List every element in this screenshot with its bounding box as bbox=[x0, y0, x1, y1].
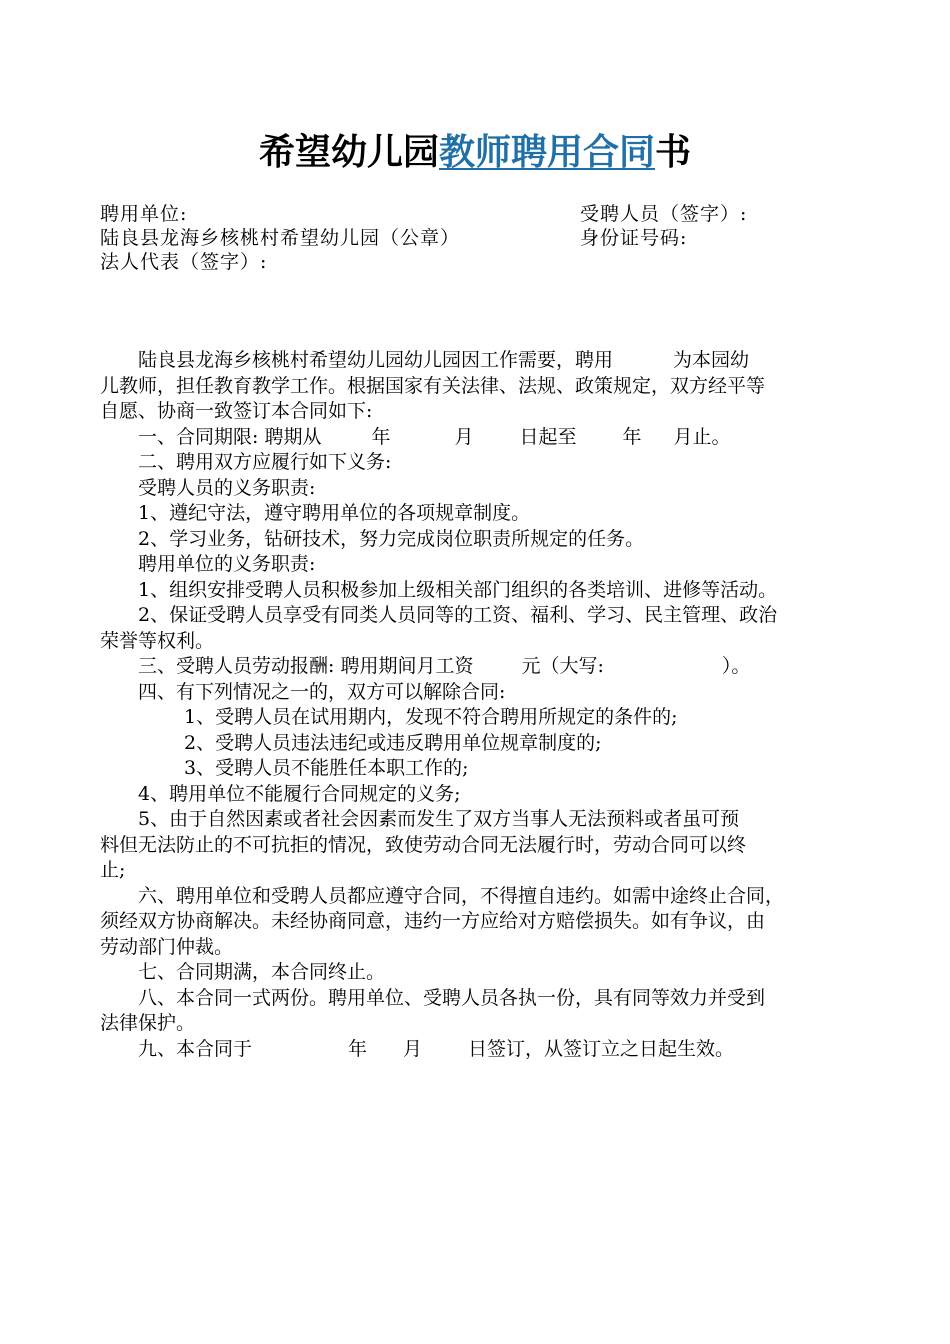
employer-name: 陆良县龙海乡核桃村希望幼儿园（公章） bbox=[100, 227, 461, 249]
term-month-1: 月 bbox=[454, 425, 474, 448]
clause-7: 七、合同期满，本合同终止。 bbox=[138, 961, 386, 983]
employee-duty-2: 2、学习业务，钻研技术，努力完成岗位职责所规定的任务。 bbox=[138, 527, 645, 550]
page-title bbox=[0, 128, 950, 176]
employer-duty-2b: 荣誉等权利。 bbox=[100, 629, 215, 652]
term-year-1: 年 bbox=[371, 425, 391, 448]
employer-label: 聘用单位: bbox=[100, 203, 188, 225]
termination-5c: 止; bbox=[100, 859, 126, 881]
employer-duty-1: 1、组织安排受聘人员积极参加上级相关部门组织的各类培训、进修等活动。 bbox=[138, 578, 778, 601]
clause-8b: 法律保护。 bbox=[100, 1012, 196, 1034]
salary-uppercase: 元（大写: bbox=[521, 655, 604, 677]
sign-month: 月 bbox=[403, 1037, 423, 1060]
clause-8a: 八、本合同一式两份。聘用单位、受聘人员各执一份，具有同等效力并受到 bbox=[138, 986, 766, 1009]
employer-duties-heading: 聘用单位的义务职责: bbox=[138, 553, 316, 575]
employee-duty-1: 1、遵纪守法，遵守聘用单位的各项规章制度。 bbox=[138, 502, 531, 524]
intro-line-1 bbox=[100, 348, 860, 374]
termination-1: 1、受聘人员在试用期内，发现不符合聘用所规定的条件的; bbox=[184, 706, 678, 728]
term-day-to: 日起至 bbox=[519, 425, 577, 448]
employee-duties-heading: 受聘人员的义务职责: bbox=[138, 476, 316, 499]
title-prefix: 希望幼儿园 bbox=[258, 131, 439, 173]
clause-6a: 六、聘用单位和受聘人员都应遵守合同，不得擅自违约。如需中途终止合同， bbox=[138, 884, 785, 907]
termination-5b: 料但无法防止的不可抗拒的情况，致使劳动合同无法履行时，劳动合同可以终 bbox=[100, 833, 747, 856]
contract-body bbox=[100, 348, 860, 1062]
termination-3: 3、受聘人员不能胜任本职工作的; bbox=[184, 757, 469, 779]
legal-representative: 法人代表（签字）: bbox=[100, 251, 268, 273]
id-number: 身份证号码: bbox=[580, 227, 688, 249]
intro-line-2: 儿教师，担任教育教学工作。根据国家有关法律、法规、政策规定，双方经平等 bbox=[100, 374, 766, 397]
intro-text-1a: 陆良县龙海乡核桃村希望幼儿园幼儿园因工作需要，聘用 bbox=[138, 349, 614, 371]
term-month-end: 月止。 bbox=[673, 425, 731, 448]
termination-2: 2、受聘人员违法违纪或违反聘用单位规章制度的; bbox=[184, 731, 602, 754]
term-from: 一、合同期限: 聘期从 bbox=[138, 425, 322, 448]
duties-heading: 二、聘用双方应履行如下义务: bbox=[138, 451, 392, 473]
clause-6b: 须经双方协商解决。未经协商同意，违约一方应给对方赔偿损失。如有争议，由 bbox=[100, 910, 766, 932]
intro-text-1b: 为本园幼 bbox=[673, 349, 750, 371]
termination-heading: 四、有下列情况之一的，双方可以解除合同: bbox=[138, 680, 506, 703]
title-suffix: 书 bbox=[655, 131, 692, 173]
employer-duty-2a: 2、保证受聘人员享受有同类人员同等的工资、福利、学习、民主管理、政治 bbox=[138, 604, 778, 626]
salary-label: 三、受聘人员劳动报酬: 聘用期间月工资 bbox=[138, 655, 474, 677]
sign-effective: 日签订，从签订立之日起生效。 bbox=[468, 1037, 735, 1060]
salary-line bbox=[100, 654, 860, 680]
sign-date-label: 九、本合同于 bbox=[138, 1037, 253, 1060]
intro-line-3: 自愿、协商一致签订本合同如下: bbox=[100, 400, 373, 422]
signing-line bbox=[100, 1037, 860, 1063]
title-link[interactable]: 教师聘用合同 bbox=[438, 131, 655, 173]
employee-signature: 受聘人员（签字）: bbox=[580, 203, 748, 225]
clause-6c: 劳动部门仲裁。 bbox=[100, 935, 234, 958]
term-line bbox=[100, 425, 860, 451]
salary-close: ）。 bbox=[721, 655, 751, 677]
sign-year: 年 bbox=[348, 1037, 368, 1060]
termination-5a: 5、由于自然因素或者社会因素而发生了双方当事人无法预料或者虽可预 bbox=[138, 808, 740, 830]
term-year-2: 年 bbox=[622, 425, 642, 448]
termination-4: 4、聘用单位不能履行合同规定的义务; bbox=[138, 782, 461, 805]
